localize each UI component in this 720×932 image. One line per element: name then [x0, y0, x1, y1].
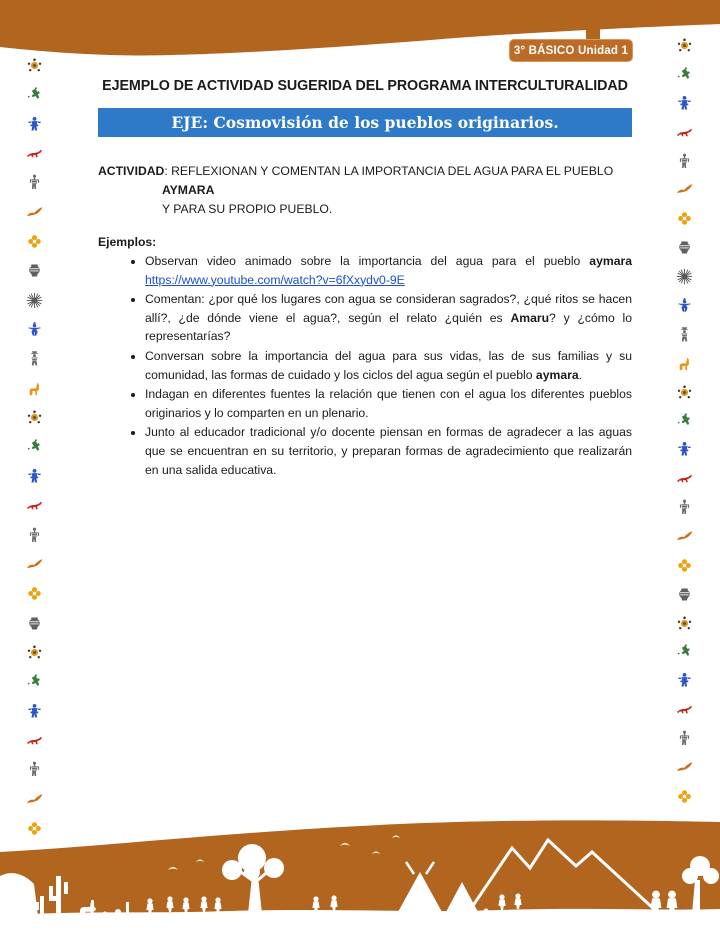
- condor-icon: [26, 791, 43, 808]
- text: Comentan: ¿por qué los lugares con agua se consideran sagrados?, ¿qué ritos se hacen allí?, ¿de dónde viene el agua?, según el relato ¿quién es: [145, 292, 632, 325]
- flower-icon: [26, 585, 43, 602]
- sun-spiral-icon: [676, 268, 693, 285]
- llama-icon: [676, 355, 693, 372]
- turtle-icon: [26, 57, 43, 74]
- anthropomorph-icon: [676, 730, 693, 747]
- lizard-icon: [26, 86, 43, 103]
- lizard-icon: [676, 412, 693, 429]
- lizard-icon: [676, 66, 693, 83]
- fox-icon: [676, 124, 693, 141]
- text: .: [578, 367, 583, 382]
- lizard-icon: [26, 438, 43, 455]
- bottom-band: [0, 818, 720, 932]
- totem-dancer-icon: [676, 95, 693, 112]
- turtle-icon: [676, 615, 693, 632]
- turtle-icon: [26, 644, 43, 661]
- text: Y PARA SU PROPIO PUEBLO.: [162, 202, 333, 216]
- fox-icon: [26, 497, 43, 514]
- flower-icon: [676, 557, 693, 574]
- unit-badge: 3° BÁSICO Unidad 1: [509, 39, 633, 62]
- turtle-icon: [676, 37, 693, 54]
- jar-bearer-icon: [676, 326, 693, 343]
- flower-icon: [676, 210, 693, 227]
- totem-dancer-icon: [26, 468, 43, 485]
- flower-icon: [26, 233, 43, 250]
- text: ? y ¿cómo lo representarías?: [145, 310, 632, 344]
- sun-spiral-icon: [26, 292, 43, 309]
- bold-text: aymara: [589, 254, 632, 268]
- left-icon-column: [16, 57, 52, 837]
- totem-dancer-icon: [26, 703, 43, 720]
- fox-icon: [26, 732, 43, 749]
- anthropomorph-icon: [26, 761, 43, 778]
- text: Junto al educador tradicional y/o docente piensan en formas de agradecer a las aguas que se encuentran en su territorio, y preparan formas de agradecimiento que realizarán en una salida educativa.: [145, 425, 632, 477]
- pot-icon: [676, 239, 693, 256]
- bold-text: aymara: [535, 367, 579, 382]
- bold-text: ACTIVIDAD: [98, 164, 165, 178]
- fox-icon: [676, 470, 693, 487]
- turtle-icon: [26, 409, 43, 426]
- text: : REFLEXIONAN Y COMENTAN LA IMPORTANCIA DEL AGUA PARA EL PUEBLO: [164, 164, 614, 178]
- fox-icon: [676, 701, 693, 718]
- totem-dancer-icon: [676, 441, 693, 458]
- anthropomorph-icon: [676, 499, 693, 516]
- eje-banner: EJE: Cosmovisión de los pueblos originarios.: [98, 108, 632, 137]
- condor-icon: [676, 181, 693, 198]
- anthropomorph-icon: [26, 527, 43, 544]
- lizard-icon: [26, 673, 43, 690]
- pot-icon: [676, 586, 693, 603]
- totem-dancer-icon: [26, 116, 43, 133]
- example-item: [145, 347, 632, 384]
- examples-heading: Ejemplos:: [98, 235, 157, 249]
- pot-icon: [26, 615, 43, 632]
- page-title: EJEMPLO DE ACTIVIDAD SUGERIDA DEL PROGRAMA INTERCULTURALIDAD: [102, 78, 628, 94]
- anthropomorph-icon: [676, 153, 693, 170]
- activity-statement: [98, 162, 632, 219]
- rain-dancer-icon: [676, 297, 693, 314]
- fox-icon: [26, 145, 43, 162]
- youtube-link[interactable]: https://www.youtube.com/watch?v=6fXxydv0-9E: [145, 272, 405, 287]
- rain-dancer-icon: [26, 321, 43, 338]
- totem-dancer-icon: [676, 672, 693, 689]
- condor-icon: [26, 204, 43, 221]
- right-icon-column: [666, 37, 702, 805]
- bold-text: AYMARA: [162, 183, 215, 197]
- anthropomorph-icon: [26, 174, 43, 191]
- llama-icon: [26, 380, 43, 397]
- text: Conversan sobre la importancia del agua para sus vidas, las de sus familias y su comunidad, las formas de cuidado y los ciclos del agua según el pueblo: [145, 348, 632, 382]
- content-area: [98, 78, 632, 480]
- flower-icon: [676, 788, 693, 805]
- text: Observan video animado sobre la importancia del agua para el pueblo: [145, 254, 590, 268]
- example-item: [145, 423, 632, 479]
- turtle-icon: [676, 384, 693, 401]
- condor-icon: [26, 556, 43, 573]
- lizard-icon: [676, 643, 693, 660]
- bold-text: Amaru: [510, 310, 550, 325]
- jar-bearer-icon: [26, 350, 43, 367]
- example-item: [145, 290, 632, 346]
- pot-icon: [26, 262, 43, 279]
- condor-icon: [676, 759, 693, 776]
- examples-list: [98, 252, 632, 479]
- example-item: [145, 385, 632, 422]
- condor-icon: [676, 528, 693, 545]
- text: Indagan en diferentes fuentes la relación que tienen con el agua los diferentes pueblos originarios y lo comparten en un plenario.: [145, 387, 632, 420]
- example-item: [145, 252, 632, 289]
